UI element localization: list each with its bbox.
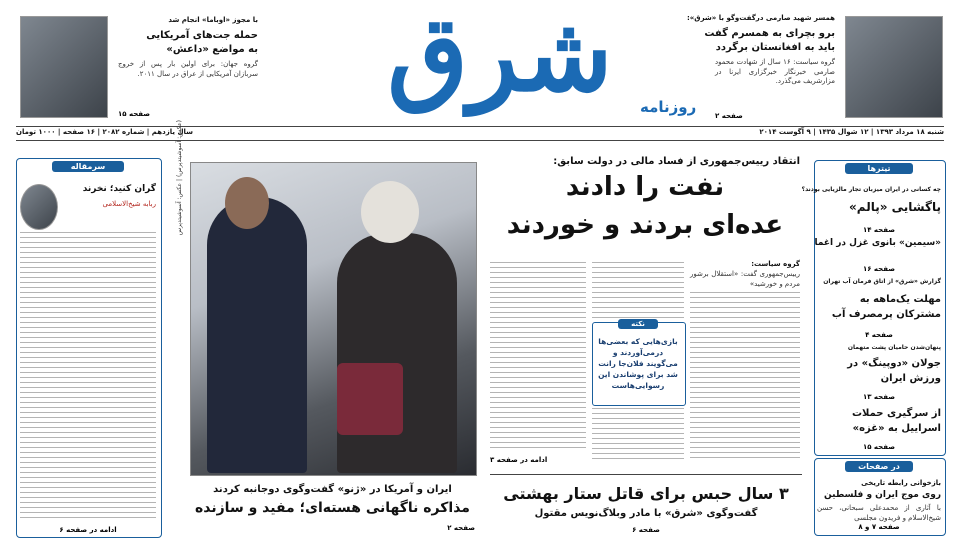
main-body-col-1 — [690, 292, 800, 462]
top-left-lead: گروه جهان: برای اولین بار پس از خروج سربازان آمریکایی از عراق در سال ۲۰۱۱. — [118, 60, 258, 78]
tip-3-kicker: گزارش «شرق» از اتاق فرمان آب تهران — [823, 278, 941, 285]
photo-obama — [20, 16, 108, 118]
tip-3-ref[interactable]: صفحه ۴ — [865, 331, 893, 339]
editorial-body — [20, 232, 156, 522]
photo-block-ref[interactable]: صفحه ۲ — [447, 524, 475, 532]
in-pages-kicker: بازخوانی رابطه تاریخی — [861, 479, 941, 487]
top-right-headline-2[interactable]: باید به افغانستان برگردد — [715, 42, 835, 53]
figure-man-head — [225, 177, 269, 229]
masthead-rule — [16, 126, 944, 127]
tip-1-kicker: چه کسانی در ایران میزبان تجار مالزیایی بودند؟ — [801, 186, 941, 193]
tip-1-ref[interactable]: صفحه ۱۴ — [862, 226, 896, 234]
top-right-kicker: همسر شهید صارمی درگفت‌وگو با «شرق»: — [686, 14, 835, 22]
top-left-kicker: با مجوز «اوباما» انجام شد — [168, 16, 258, 24]
in-pages-text: با آثاری از محمدعلی سبحانی، حسن شیخ‌الاسلام و فریدون مجلسی — [817, 504, 941, 522]
tip-4-kicker: پنهان‌شدن حامیان پشت متهمان — [847, 344, 941, 351]
main-headline-1[interactable]: نفت را دادند — [565, 172, 725, 202]
tips-header: تیترها — [845, 163, 913, 174]
tip-4-headline[interactable]: جولان «دوپینگ» در ورزش ایران — [847, 358, 941, 384]
figure-woman-head — [361, 181, 419, 243]
bottom-story-subhead: گفت‌وگوی «شرق» با مادر وبلاگ‌نویس مقتول — [534, 508, 758, 519]
tip-2-headline[interactable]: «سیمین» بانوی غزل در اغما — [814, 238, 941, 248]
editorial-title[interactable]: گران کنید؛ نخرند — [82, 184, 156, 194]
tip-5-headline[interactable]: از سرگیری حملات اسراییل به «غزه» — [851, 408, 941, 434]
masthead-rule-bottom — [16, 140, 944, 141]
in-pages-ref[interactable]: صفحه ۷ و ۸ — [858, 523, 900, 531]
figure-woman — [337, 233, 457, 473]
in-pages-header: در صفحات — [845, 461, 913, 472]
main-kicker: انتقاد رییس‌جمهوری از فساد مالی در دولت سابق: — [553, 156, 800, 167]
top-left-ref[interactable]: صفحه ۱۵ — [118, 110, 151, 118]
masthead-logo-prefix: روزنامه — [640, 98, 697, 116]
handbag — [337, 363, 403, 435]
top-right-lead: گروه سیاست: ۱۶ سال از شهادت محمود صارمی خبرنگار خبرگزاری ایرنا در مزارشریف می‌گذرد. — [715, 58, 835, 85]
masthead-logo: شرق — [387, 0, 613, 115]
bottom-story-headline[interactable]: ۳ سال حبس برای قاتل ستار بهشتی — [503, 484, 789, 503]
main-lead-label: گروه سیاست: — [751, 260, 800, 268]
main-ref[interactable]: ادامه در صفحه ۳ — [490, 456, 548, 464]
editorial-header: سرمقاله — [52, 161, 124, 172]
photo-saremi-wife — [845, 16, 943, 118]
main-body-col-2 — [592, 262, 684, 318]
editorial-author: ربابه شیخ‌الاسلامی — [102, 200, 156, 208]
bottom-story-rule — [490, 474, 802, 475]
main-lead: رییس‌جمهوری گفت: «استقلال برشور مردم و خورشید» — [690, 270, 800, 288]
nokte-label: نکته — [618, 319, 658, 329]
top-left-headline-2[interactable]: به مواضع «داعش» — [166, 44, 258, 55]
main-headline-2[interactable]: عده‌ای بردند و خوردند — [506, 210, 784, 240]
issue-line: سال یازدهم | شماره ۲۰۸۲ | ۱۶ صفحه | ۱۰۰۰ تومان — [16, 128, 194, 136]
editorial-ref[interactable]: ادامه در صفحه ۶ — [20, 526, 156, 534]
main-body-col-4 — [592, 408, 684, 462]
tip-4-ref[interactable]: صفحه ۱۳ — [862, 393, 896, 401]
photo-block-headline[interactable]: مذاکره ناگهانی هسته‌ای؛ مفید و سازنده — [195, 500, 470, 516]
photo-caption: (عکس: آسوشیتدپرس) | عکس: آسوشیتدپرس — [176, 120, 183, 236]
tip-1-headline[interactable]: پاگشایی «پالم» — [849, 200, 941, 214]
nokte-text: بازی‌هایی که بعضی‌ها درمی‌آوردند و می‌گویند فلان‌جا رانت شد برای پوشاندن این رسوایی‌هاست — [598, 337, 678, 390]
main-body-col-3 — [490, 262, 586, 452]
top-right-headline-1[interactable]: برو بچرای به همسرم گفت — [704, 28, 835, 39]
editorial-author-photo — [20, 184, 58, 230]
bottom-story-ref[interactable]: صفحه ۶ — [632, 526, 660, 534]
tip-5-ref[interactable]: صفحه ۱۵ — [862, 443, 896, 451]
in-pages-headline[interactable]: روی موج ایران و فلسطین — [824, 490, 941, 500]
photo-block-kicker: ایران و آمریکا در «ژنو» گفت‌وگوی دوجانبه کردند — [213, 484, 452, 495]
photo-geneva-talks — [190, 162, 477, 476]
tip-3-headline[interactable]: مهلت یک‌ماهه به مشترکان پرمصرف آب — [831, 294, 941, 320]
top-right-ref[interactable]: صفحه ۲ — [715, 112, 743, 120]
date-line: شنبه ۱۸ مرداد ۱۳۹۳ | ۱۲ شوال ۱۴۳۵ | ۹ آگوست ۲۰۱۴ — [759, 128, 944, 136]
figure-man — [207, 197, 307, 473]
top-left-headline-1[interactable]: حمله جت‌های آمریکایی — [146, 30, 258, 41]
tip-2-ref[interactable]: صفحه ۱۶ — [862, 265, 896, 273]
